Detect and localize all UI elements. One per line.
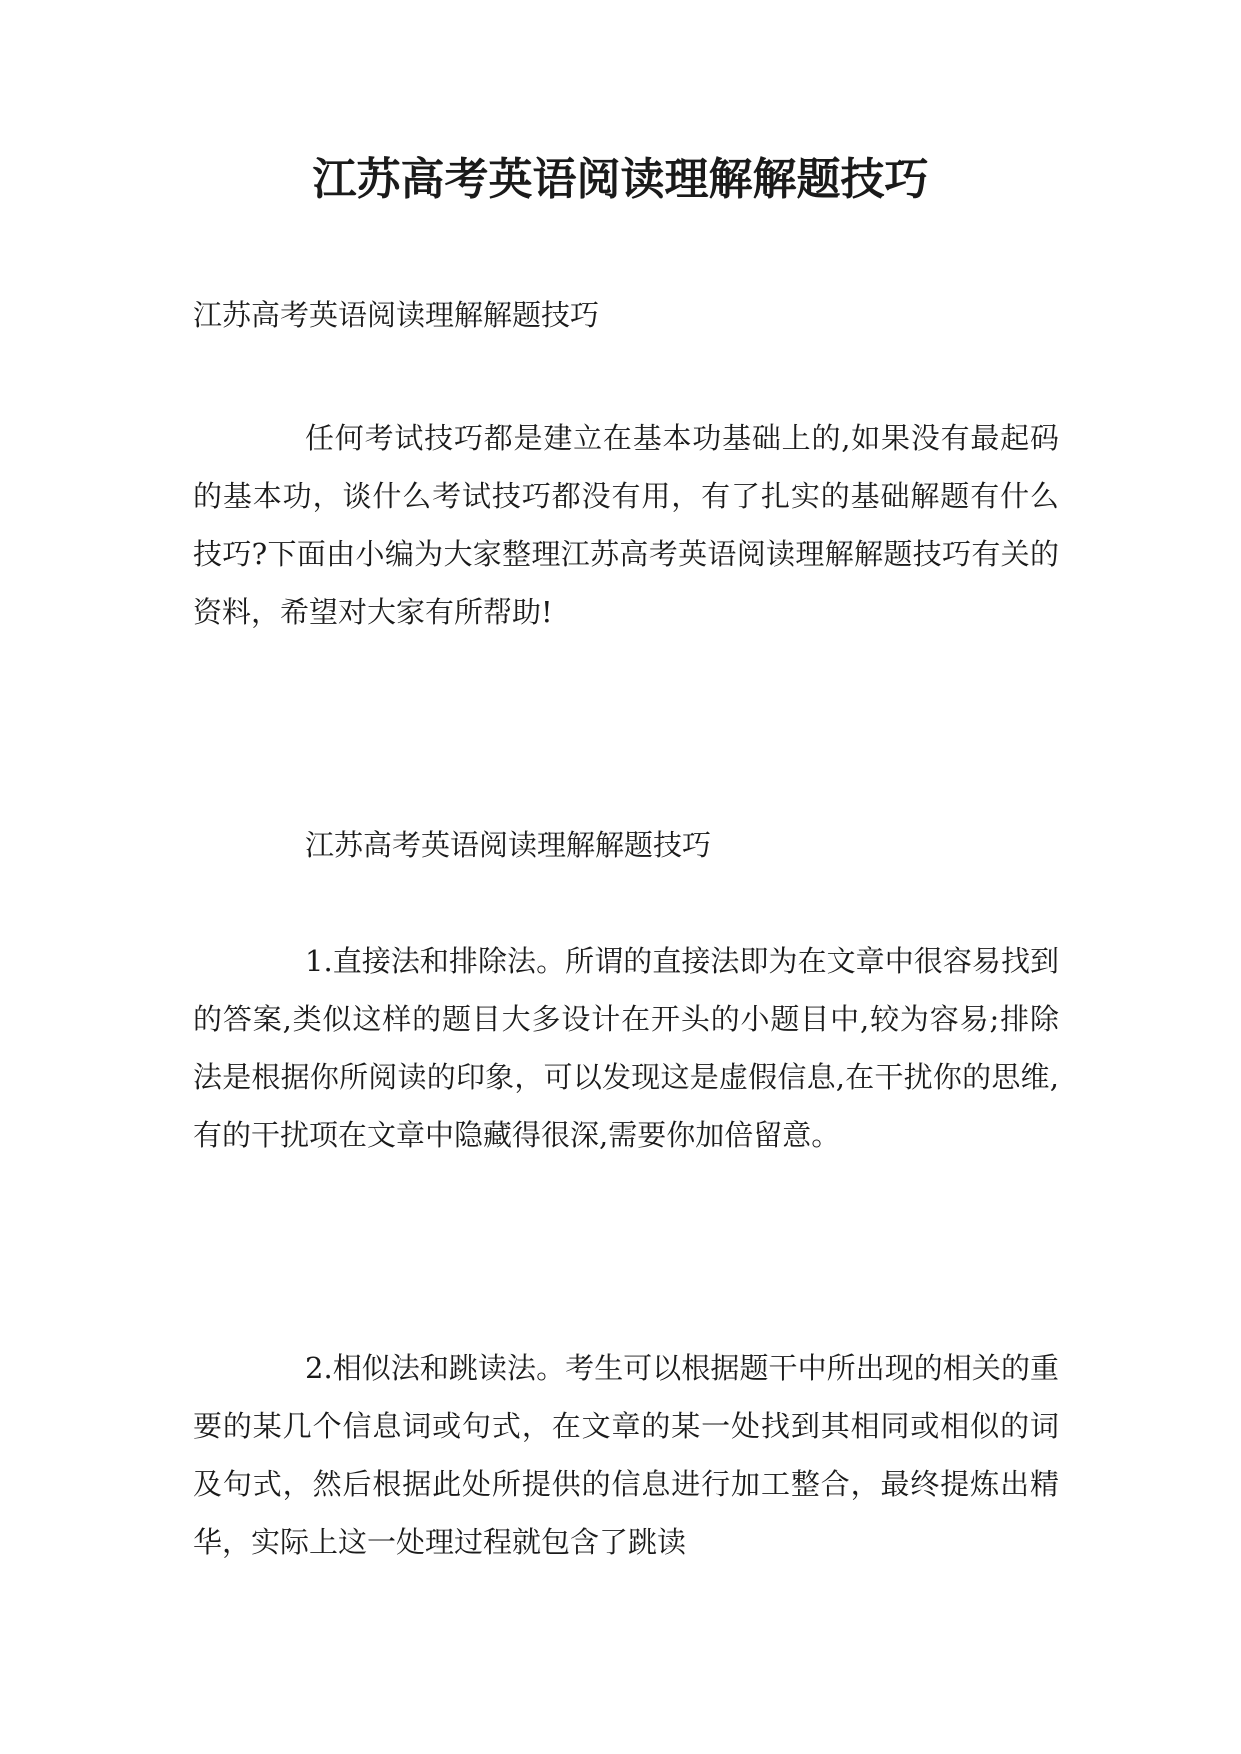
point-1-paragraph: 1.直接法和排除法。所谓的直接法即为在文章中很容易找到的答案,类似这样的题目大多设计在开头的小题目中,较为容易;排除法是根据你所阅读的印象，可以发现这是虚假信息,在干扰你的思维,有的干扰项在文章中隐藏得很深,需要你加倍留意。 [193,944,1059,1152]
point-2-paragraph: 2.相似法和跳读法。考生可以根据题干中所出现的相关的重要的某几个信息词或句式，在文章的某一处找到其相同或相似的词及句式，然后根据此处所提供的信息进行加工整合，最终提炼出精华，实际上这一处理过程就包含了跳读 [193,1351,1059,1559]
document-subtitle: 江苏高考英语阅读理解解题技巧 [193,298,600,332]
document-title: 江苏高考英语阅读理解解题技巧 [312,154,929,205]
section-heading: 江苏高考英语阅读理解解题技巧 [305,828,712,862]
intro-paragraph: 任何考试技巧都是建立在基本功基础上的,如果没有最起码的基本功，谈什么考试技巧都没有用，有了扎实的基础解题有什么技巧?下面由小编为大家整理江苏高考英语阅读理解解题技巧有关的资料，希望对大家有所帮助! [193,421,1059,629]
